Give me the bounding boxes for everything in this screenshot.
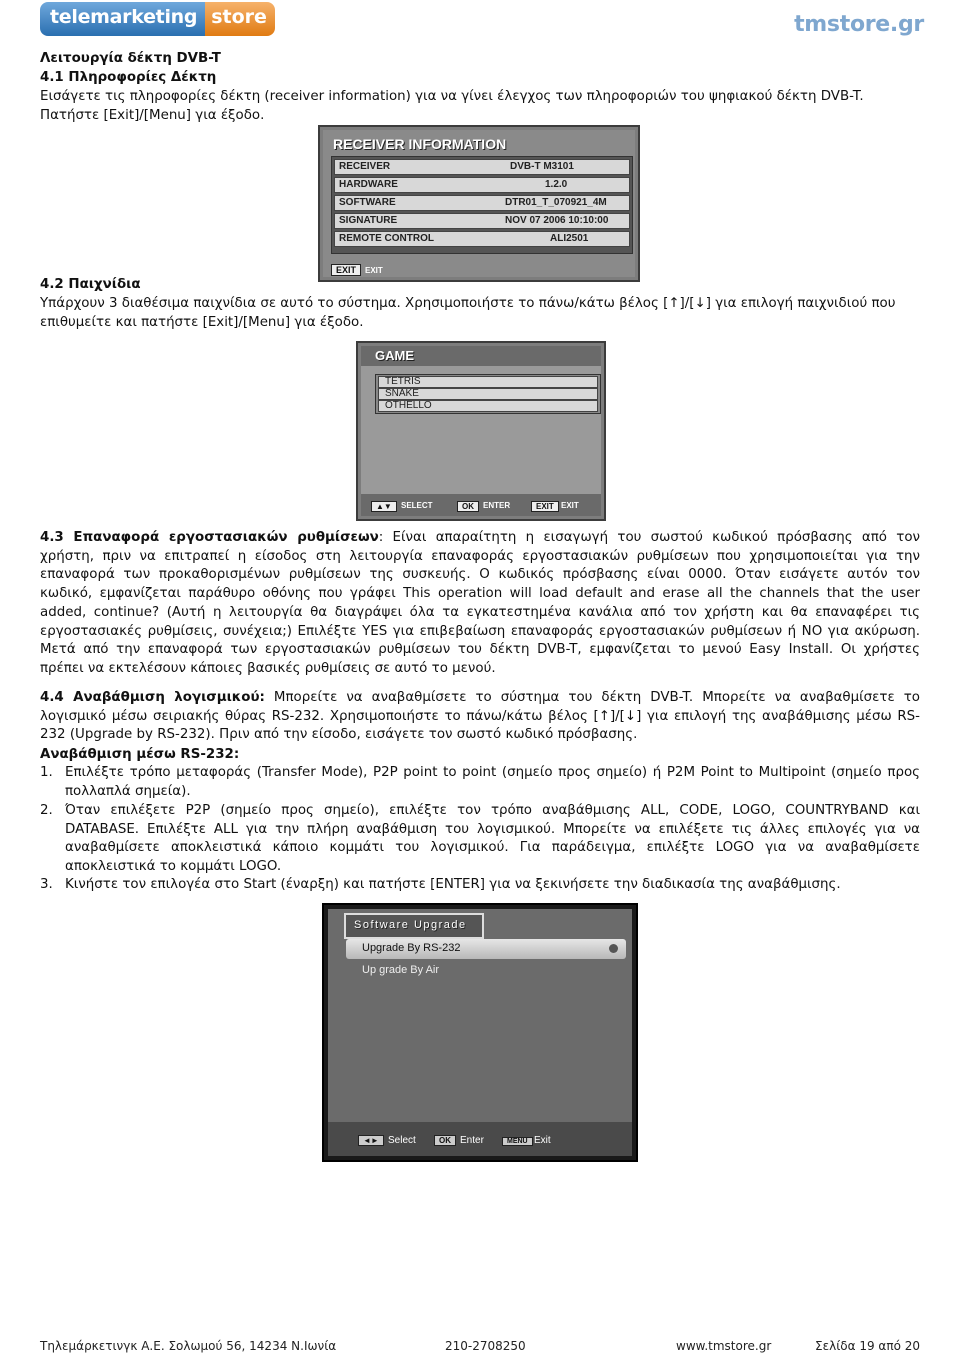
receiver-exit-label: EXIT [365, 266, 383, 275]
game-list [375, 374, 601, 414]
logo-left-text: telemarketing [40, 2, 205, 36]
receiver-row-value: NOV 07 2006 10:10:00 [505, 215, 609, 226]
game-ok-button[interactable]: OK [457, 501, 479, 512]
list-item: Όταν επιλέξετε P2P (σημείο προς σημείο), επιλέξτε τον τρόπο αναβάθμισης ALL, CODE, LOGO, COUNTRYBAND και DATABASE. Επιλέξτε ALL για την πλήρη αναβάθμιση του λογισμικού. Μπορείτε να επιλέξετε τις άλλες επιλογές για να αναβαθμίσετε αποκλειστικά κάποιο κομμάτι του λογισμικού. Για παράδειγμα, επιλέξτε LOGO για να αναβαθμίσετε αποκλειστικά το κομμάτι LOGO. [65, 803, 920, 875]
section-4-1-text-1: Εισάγετε τις πληροφορίες δέκτη (receiver information) για να γίνει έλεγχος των πληροφοριών του ψηφιακού δέκτη DVB-T. [40, 89, 864, 104]
game-updown-icon: ▲▼ [371, 501, 397, 512]
section-4-2-heading: 4.2 Παιχνίδια [40, 277, 141, 292]
receiver-row [334, 213, 630, 229]
game-enter-label: ENTER [483, 501, 511, 510]
telemarketing-store-logo [40, 2, 267, 36]
receiver-row [334, 231, 630, 247]
upgrade-enter-label: Enter [460, 1135, 484, 1146]
upgrade-ok-button[interactable]: OK [434, 1135, 456, 1146]
brand-logo: tmstore.gr [794, 12, 924, 37]
footer-company: Τηλεμάρκετινγκ Α.Ε. Σολωμού 56, 14234 Ν.Ιωνία [40, 1339, 337, 1353]
list-number: 3. [40, 877, 53, 892]
footer-page-number: Σελίδα 19 από 20 [815, 1339, 920, 1353]
upgrade-menu-button[interactable]: MENU [502, 1137, 533, 1146]
section-4-1-heading: 4.1 Πληροφορίες Δέκτη [40, 70, 217, 85]
section-4-4-paragraph: 4.4 Αναβάθμιση λογισμικού: Μπορείτε να αναβαθμίσετε το σύστημα του δέκτη DVB-T. Μπορείτε να αναβαθμίσετε το λογισμικό μέσω σειριακής θύρας RS-232. Χρησιμοποιήστε το πάνω/κάτω βέλος [↑]/[↓] για επιλογή της αναβάθμισης μέσω RS- 232 (Upgrade by RS-232). Πριν από την είσοδο, εισάγετε τον σωστό κωδικό πρόσβασης. [40, 690, 920, 743]
footer-phone: 210-2708250 [445, 1339, 526, 1353]
section-4-3-lead: 4.3 Επαναφορά εργοστασιακών ρυθμίσεων [40, 530, 379, 545]
receiver-exit-button[interactable]: EXIT [331, 264, 361, 276]
game-item-snake[interactable]: SNAKE [378, 388, 598, 400]
selected-dot-icon [609, 944, 618, 953]
game-item-othello[interactable]: OTHELLO [378, 400, 598, 412]
receiver-row [334, 177, 630, 193]
receiver-information-screenshot [318, 125, 640, 282]
receiver-row-label: SIGNATURE [339, 215, 398, 226]
upgrade-item-air[interactable]: Up grade By Air [362, 964, 440, 976]
receiver-row [334, 159, 630, 175]
section-4-1-text-2: Πατήστε [Exit]/[Menu] για έξοδο. [40, 108, 265, 123]
section-4-2-text-1: Υπάρχουν 3 διαθέσιμα παιχνίδια σε αυτό το σύστημα. Χρησιμοποιήστε το πάνω/κάτω βέλος [↑]/[↓] για επιλογή παιχνιδιού που [40, 296, 896, 311]
section-4-3-paragraph: 4.3 Επαναφορά εργοστασιακών ρυθμίσεων: Είναι απαραίτητη η εισαγωγή του σωστού κωδικού πρόσβασης από τον χρήστη, πριν να επιτραπεί η είσοδος στη λειτουργία επαναφοράς εργοστασιακών ρυθμίσεων που χρησιμοποιείται για την επαναφορά των προκαθορισμένων ρυθμίσεων της συσκευής. Ο κωδικός πρόσβασης είναι 0000. Όταν εισάγετε αυτόν τον κωδικό, εμφανίζεται παράθυρο οθόνης που γράφει This operation will load default and erase all the channels that the user added, continue? (Αυτή η λειτουργία θα διαγράψει όλα τα εγκατεστημένα κανάλια από τον χρήστη και θα επαναφέρει τις εργοστασιακές ρυθμίσεις, συνέχεια;) Επιλέξτε YES για επιβεβαίωση επαναφοράς εργοστασιακών ρυθμίσεων ή NO για ακύρωση. Μετά από την επαναφορά των εργοστασιακών ρυθμίσεων του δέκτη DVB-T, εμφανίζεται το μενού Easy Install. Οι χρήστες πρέπει να εκτελέσουν κάποιες βασικές ρυθμίσεις σε αυτό το μενού. [40, 530, 920, 676]
receiver-row-value: ALI2501 [550, 233, 589, 244]
game-screen-title: GAME [375, 348, 414, 363]
game-exit-button[interactable]: EXIT [531, 501, 559, 512]
section-4-4-lead: 4.4 Αναβάθμιση λογισμικού: [40, 690, 265, 705]
receiver-row-value: DTR01_T_070921_4M [505, 197, 607, 208]
game-exit-label: EXIT [561, 501, 579, 510]
receiver-row [334, 195, 630, 211]
upgrade-item-rs232[interactable]: Upgrade By RS-232 [346, 939, 626, 959]
upgrade-screen-title: Software Upgrade [354, 919, 467, 931]
game-item-tetris[interactable]: TETRIS [378, 376, 598, 388]
receiver-row-label: RECEIVER [339, 161, 391, 172]
receiver-screen-title: RECEIVER INFORMATION [333, 136, 507, 152]
section-4-2-text-2: επιθυμείτε και πατήστε [Exit]/[Menu] για έξοδο. [40, 315, 364, 330]
list-number: 1. [40, 765, 53, 780]
game-menu-screenshot [356, 341, 606, 521]
list-item: Κινήστε τον επιλογέα στο Start (έναρξη) και πατήστε [ENTER] για να ξεκινήσετε την διαδικασία της αναβάθμισης. [65, 877, 841, 892]
list-number: 2. [40, 803, 53, 818]
receiver-info-table [331, 156, 633, 254]
upgrade-select-label: Select [388, 1135, 416, 1146]
rs232-subheading: Αναβάθμιση μέσω RS-232: [40, 747, 240, 762]
footer-website[interactable]: www.tmstore.gr [676, 1339, 772, 1353]
receiver-row-label: REMOTE CONTROL [339, 233, 434, 244]
chapter-heading: Λειτουργία δέκτη DVB-T [40, 51, 221, 66]
game-select-label: SELECT [401, 501, 433, 510]
receiver-row-label: SOFTWARE [339, 197, 396, 208]
logo-right-text: store [205, 2, 275, 36]
receiver-row-label: HARDWARE [339, 179, 398, 190]
upgrade-exit-label: Exit [534, 1135, 551, 1146]
receiver-row-value: DVB-T M3101 [510, 161, 574, 172]
list-item: Επιλέξτε τρόπο μεταφοράς (Transfer Mode), P2P point to point (σημείο προς σημείο) ή P2M Point to Multipoint (σημείο προς πολλαπλά σημεία). [65, 765, 920, 799]
software-upgrade-screenshot [322, 903, 638, 1162]
upgrade-leftright-icon: ◄► [358, 1135, 384, 1146]
receiver-row-value: 1.2.0 [545, 179, 568, 190]
